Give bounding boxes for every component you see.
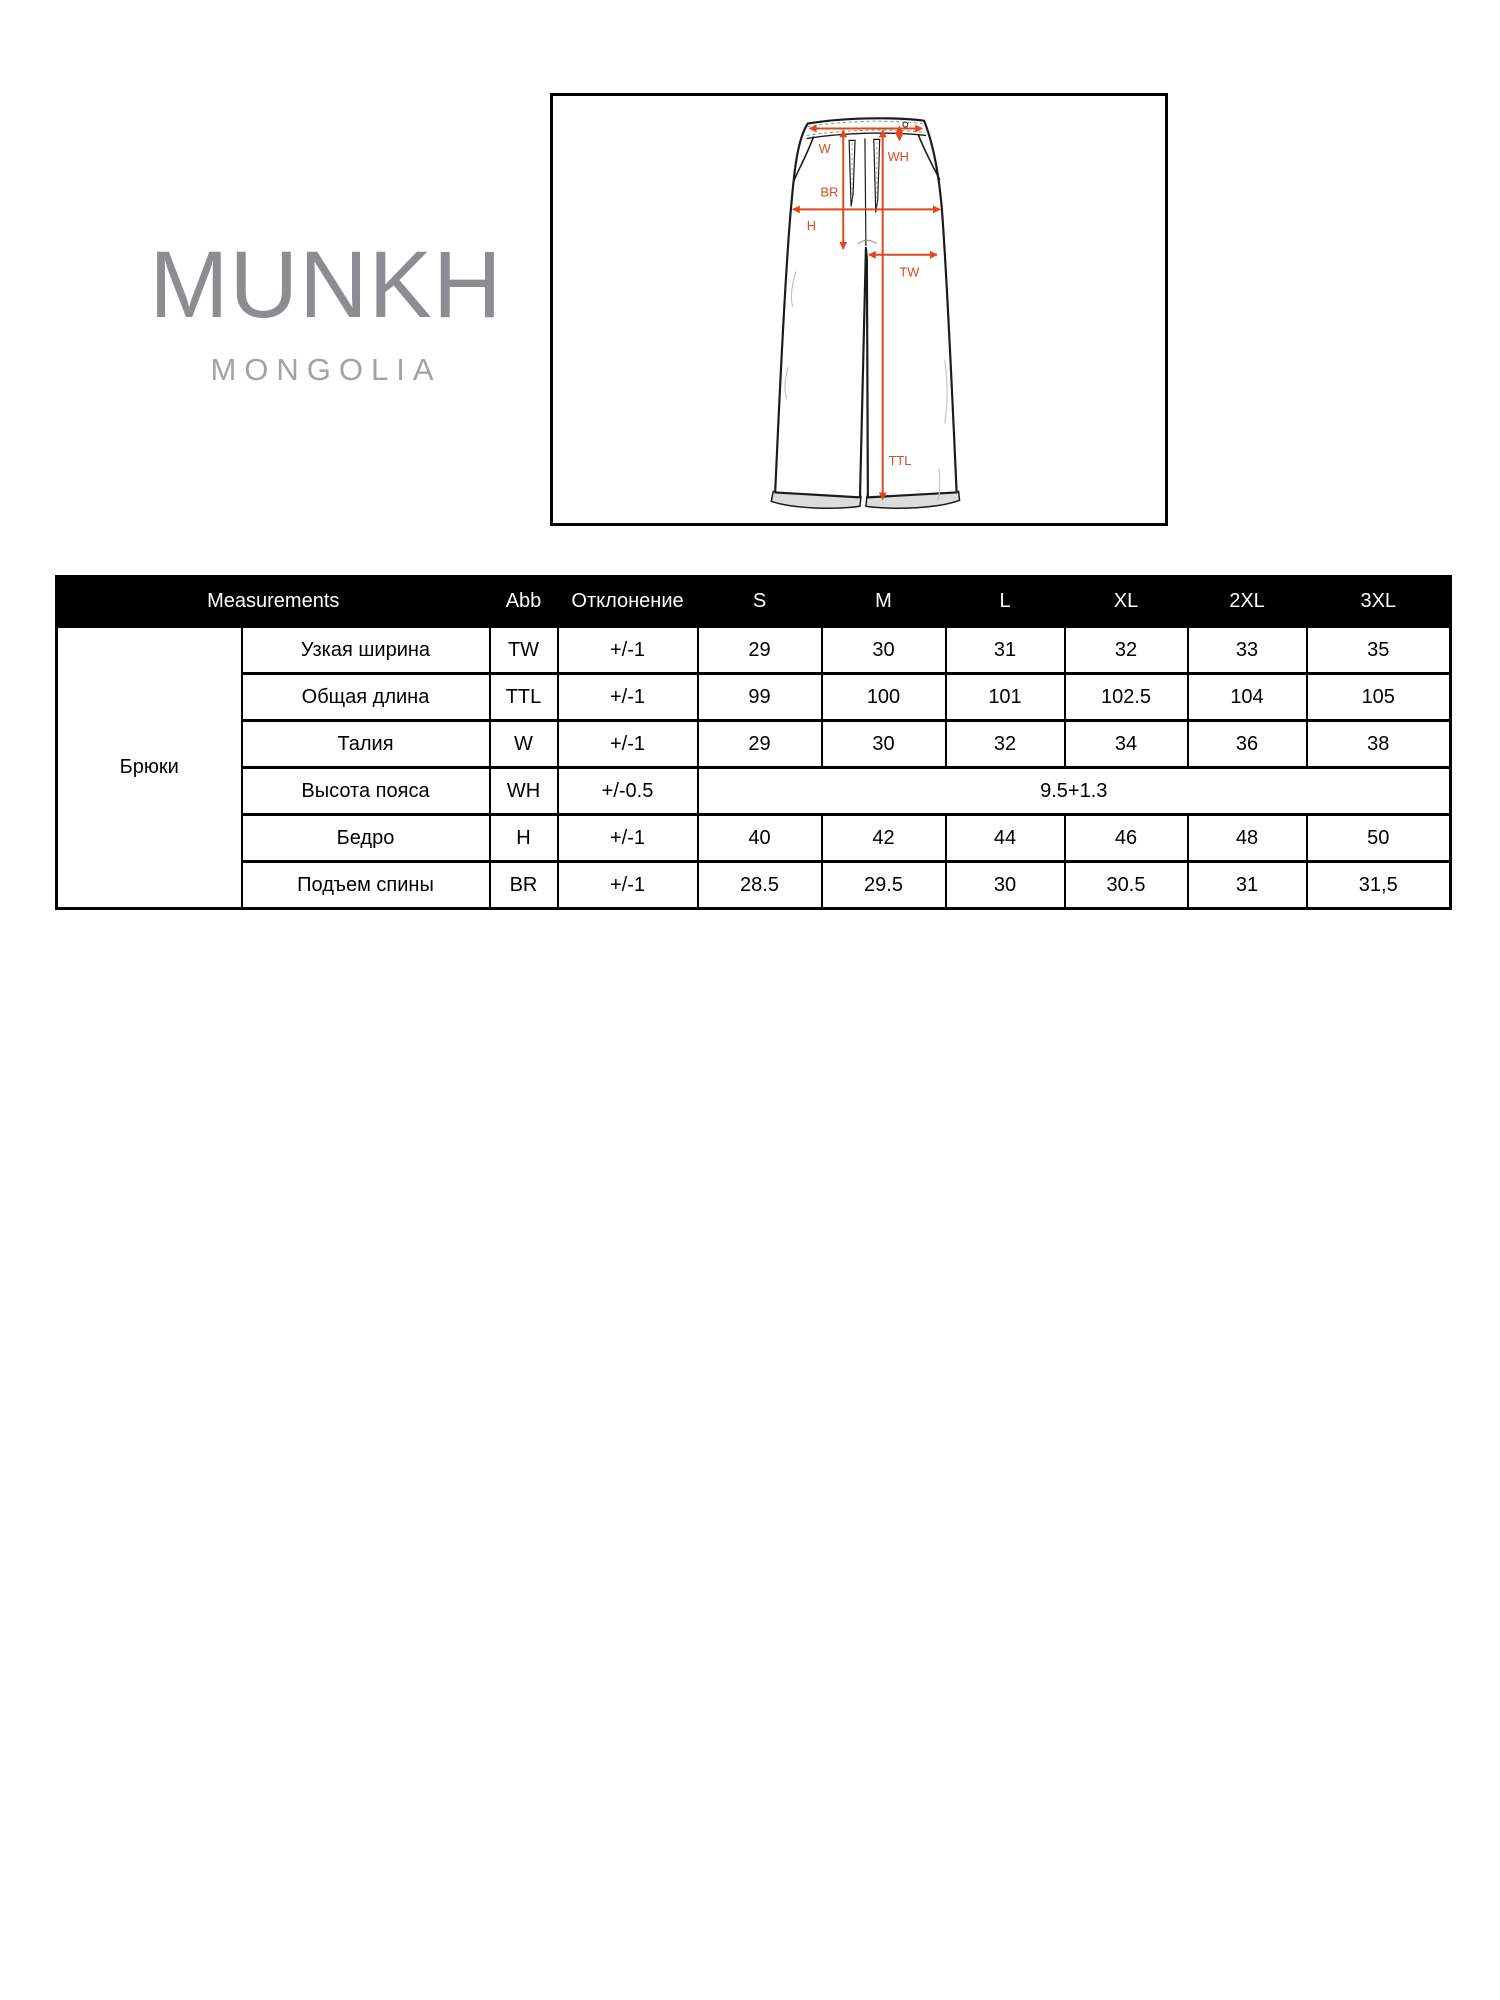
- size-value-cell: 100: [822, 674, 946, 721]
- header-size-3xl: 3XL: [1307, 577, 1451, 627]
- size-value-cell: 35: [1307, 627, 1451, 674]
- abb-cell: TTL: [490, 674, 558, 721]
- size-value-cell: 31: [946, 627, 1065, 674]
- size-value-cell: 42: [822, 815, 946, 862]
- size-value-cell: 102.5: [1065, 674, 1188, 721]
- table-row: [57, 627, 1451, 674]
- size-value-cell: 104: [1188, 674, 1307, 721]
- size-value-cell: 30: [822, 721, 946, 768]
- row-label-cell: Бедро: [242, 815, 490, 862]
- merged-value-cell: 9.5+1.3: [698, 768, 1451, 815]
- abb-cell: W: [490, 721, 558, 768]
- size-value-cell: 101: [946, 674, 1065, 721]
- abb-cell: WH: [490, 768, 558, 815]
- size-value-cell: 44: [946, 815, 1065, 862]
- abb-cell: TW: [490, 627, 558, 674]
- deviation-cell: +/-1: [558, 674, 698, 721]
- size-value-cell: 99: [698, 674, 822, 721]
- brand-name: MUNKH: [149, 232, 503, 338]
- measure-label-ttl: TTL: [888, 452, 912, 468]
- row-label-cell: Талия: [242, 721, 490, 768]
- row-label-cell: Узкая ширина: [242, 627, 490, 674]
- size-value-cell: 31,5: [1307, 862, 1451, 909]
- size-value-cell: 29: [698, 721, 822, 768]
- header-size-m: M: [822, 577, 946, 627]
- header-size-s: S: [698, 577, 822, 627]
- row-label-cell: Высота пояса: [242, 768, 490, 815]
- size-value-cell: 32: [1065, 627, 1188, 674]
- abb-cell: H: [490, 815, 558, 862]
- size-value-cell: 30: [946, 862, 1065, 909]
- category-cell: Брюки: [57, 627, 242, 909]
- table-row: [57, 768, 1451, 815]
- size-value-cell: 33: [1188, 627, 1307, 674]
- brand-subtitle: MONGOLIA: [210, 352, 442, 387]
- size-value-cell: 30: [822, 627, 946, 674]
- pants-outline: [775, 118, 956, 497]
- measure-label-tw: TW: [899, 264, 920, 280]
- deviation-cell: +/-0.5: [558, 768, 698, 815]
- abb-cell: BR: [490, 862, 558, 909]
- header-size-xl: XL: [1065, 577, 1188, 627]
- size-value-cell: 46: [1065, 815, 1188, 862]
- size-value-cell: 105: [1307, 674, 1451, 721]
- size-value-cell: 28.5: [698, 862, 822, 909]
- measure-label-br: BR: [820, 184, 839, 200]
- waistband-button: [903, 122, 908, 127]
- size-value-cell: 38: [1307, 721, 1451, 768]
- deviation-cell: +/-1: [558, 815, 698, 862]
- brand-logo: [142, 232, 510, 387]
- size-value-cell: 34: [1065, 721, 1188, 768]
- row-label-cell: Общая длина: [242, 674, 490, 721]
- size-value-cell: 48: [1188, 815, 1307, 862]
- size-value-cell: 36: [1188, 721, 1307, 768]
- measure-label-wh: WH: [887, 149, 909, 165]
- row-label-cell: Подъем спины: [242, 862, 490, 909]
- deviation-cell: +/-1: [558, 721, 698, 768]
- size-value-cell: 40: [698, 815, 822, 862]
- size-value-cell: 32: [946, 721, 1065, 768]
- pants-technical-drawing-icon: [553, 96, 1165, 523]
- header-size-2xl: 2XL: [1188, 577, 1307, 627]
- header-deviation: Отклонение: [558, 577, 698, 627]
- measure-label-w: W: [818, 141, 831, 157]
- pants-diagram-box: [550, 93, 1168, 526]
- size-value-cell: 29: [698, 627, 822, 674]
- size-value-cell: 31: [1188, 862, 1307, 909]
- table-header-row: [57, 577, 1451, 627]
- header-abb: Abb: [490, 577, 558, 627]
- table-row: [57, 721, 1451, 768]
- deviation-cell: +/-1: [558, 627, 698, 674]
- header-size-l: L: [946, 577, 1065, 627]
- header-measurements: Measurements: [57, 577, 490, 627]
- size-value-cell: 30.5: [1065, 862, 1188, 909]
- table-row: [57, 674, 1451, 721]
- measurements-table: [55, 575, 1452, 910]
- size-value-cell: 50: [1307, 815, 1451, 862]
- table-row: [57, 862, 1451, 909]
- size-value-cell: 29.5: [822, 862, 946, 909]
- measure-label-h: H: [806, 218, 816, 234]
- table-row: [57, 815, 1451, 862]
- deviation-cell: +/-1: [558, 862, 698, 909]
